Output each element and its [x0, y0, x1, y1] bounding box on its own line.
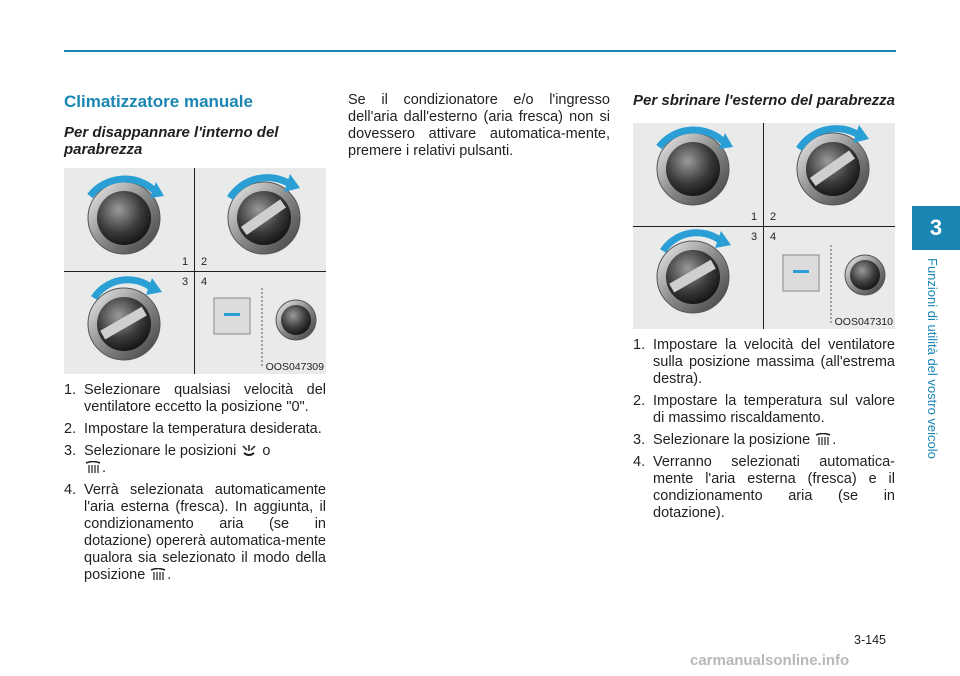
defrost-mode-icon: [149, 568, 167, 582]
list-item: 1. Impostare la velocità del ventilatore sulla posizione massima (all'estrema destra).: [633, 337, 895, 387]
figure-code: OOS047310: [834, 316, 893, 328]
list-item: 3. Selezionare le posizioni o .: [64, 443, 271, 476]
figure-label-2: 2: [770, 211, 777, 223]
figure-label-3: 3: [182, 276, 189, 288]
header-rule: [64, 50, 896, 52]
chapter-title-vertical: Funzioni di utilità del vostro veicolo: [925, 258, 940, 459]
floor-defrost-mode-icon: [240, 444, 258, 458]
defrost-mode-icon: [84, 461, 102, 475]
list-item: 2. Impostare la temperatura desiderata.: [64, 421, 322, 437]
page-number: 3-145: [854, 633, 886, 647]
figure-label-1: 1: [751, 211, 758, 223]
column-left: [64, 92, 326, 589]
note-paragraph: Se il condizionatore e/o l'ingresso dell'aria dall'esterno (aria fresca) non si dovessero attivare automatica-mente, premere i relativi pulsanti.: [348, 92, 610, 159]
steps-defog-interior: [64, 382, 326, 584]
chapter-tab: 3: [912, 206, 960, 250]
watermark: carmanualsonline.info: [690, 652, 850, 669]
figure-defog-interior: [64, 168, 326, 374]
list-item: 3. Selezionare la posizione .: [633, 432, 837, 448]
figure-label-4: 4: [201, 276, 208, 288]
subtitle-defrost-exterior: Per sbrinare l'esterno del parabrezza: [633, 92, 896, 109]
column-middle: [348, 92, 610, 160]
defrost-mode-icon: [814, 433, 832, 447]
list-item: 2. Impostare la temperatura sul valore di massimo riscaldamento.: [633, 393, 895, 426]
figure-label-2: 2: [201, 256, 208, 268]
list-item: 1. Selezionare qualsiasi velocità del ventilatore eccetto la posizione "0".: [64, 382, 326, 415]
section-title: Climatizzatore manuale: [64, 92, 253, 111]
list-item: 4. Verrà selezionata automaticamente l'aria esterna (fresca). In aggiunta, il condizionamento aria (se in dotazione) opererà automatica-mente qualora sia selezionato il modo della posizione .: [64, 482, 326, 583]
figure-label-4: 4: [770, 231, 777, 243]
figure-code: OOS047309: [265, 361, 324, 373]
figure-label-1: 1: [182, 256, 189, 268]
column-right: [633, 92, 895, 527]
figure-label-3: 3: [751, 231, 758, 243]
list-item: 4. Verranno selezionati automatica-mente l'aria esterna (fresca) e il condizionamento aria (se in dotazione).: [633, 454, 895, 521]
subtitle-defog-interior: Per disappannare l'interno del parabrezza: [64, 124, 279, 158]
steps-defrost-exterior: [633, 337, 895, 522]
figure-defrost-exterior: [633, 123, 895, 329]
